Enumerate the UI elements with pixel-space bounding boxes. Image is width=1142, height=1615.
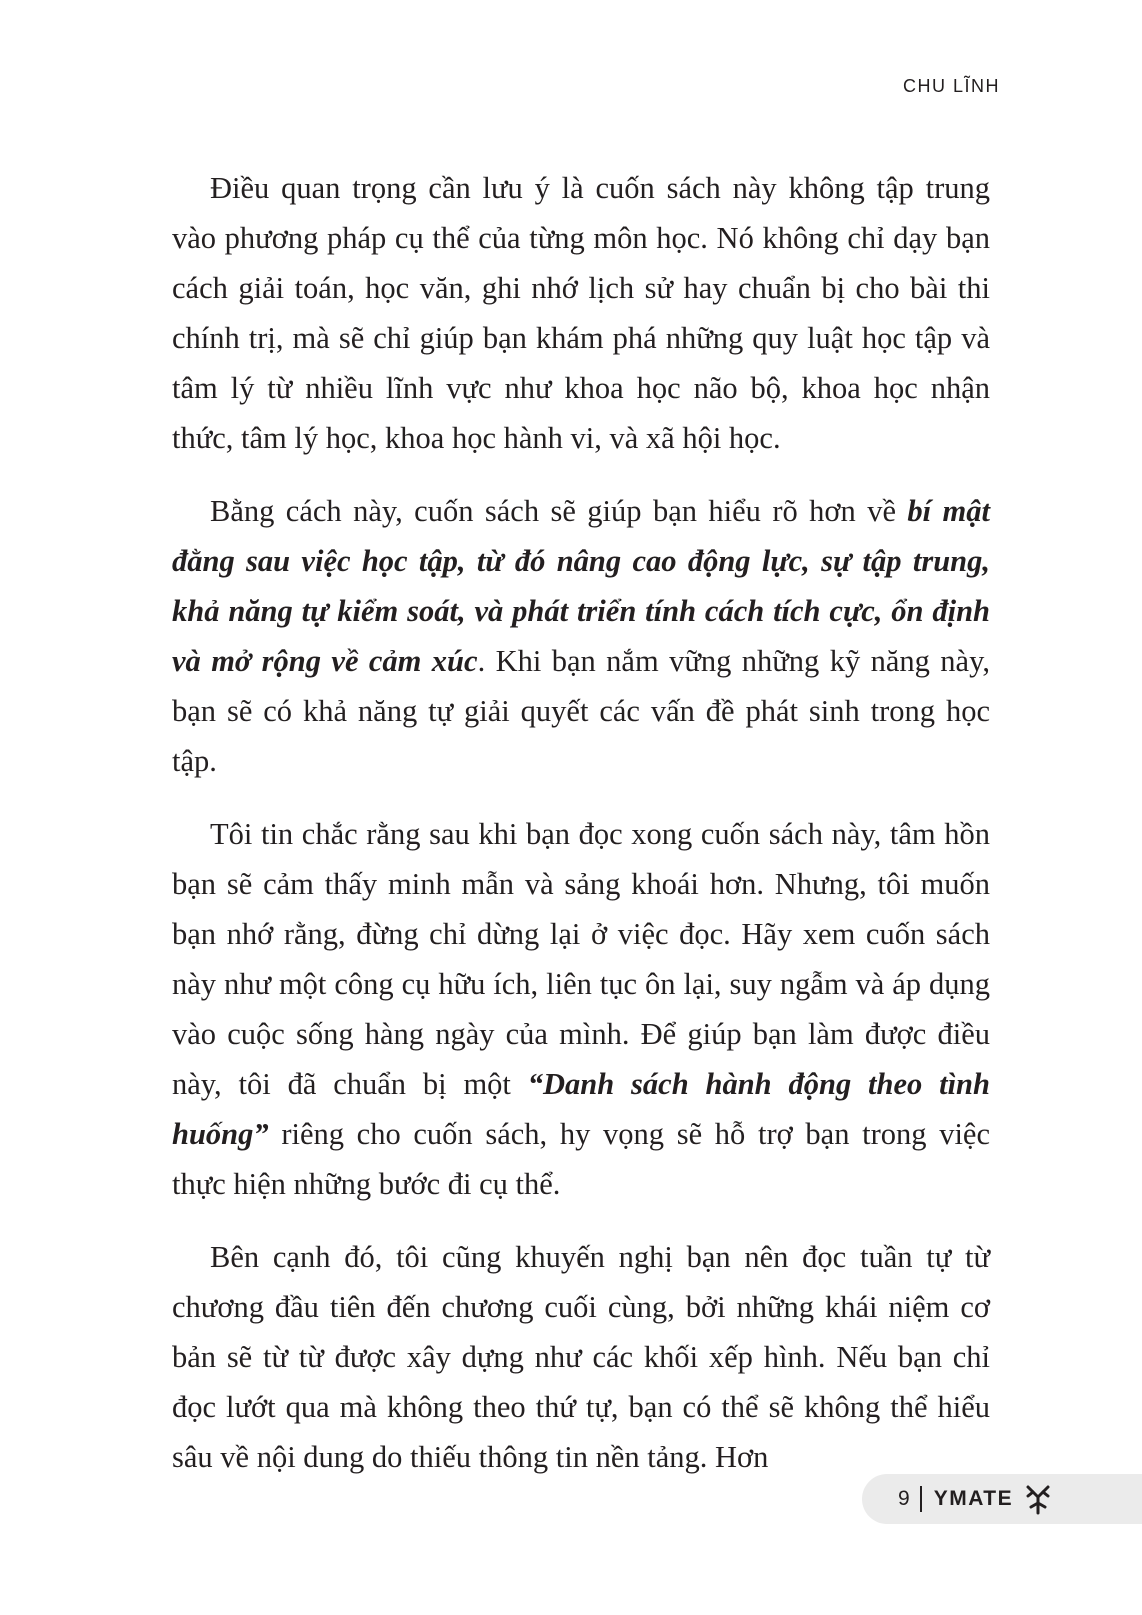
page-number: 9 [898,1487,910,1510]
paragraph-2-text: Bằng cách này, cuốn sách sẽ giúp bạn hiểu rõ hơn về [210,494,908,528]
footer-divider [920,1486,922,1512]
paragraph-2-emphasis: bí mật đằng sau việc học tập, từ đó nâng cao động lực, sự tập trung, khả năng tự kiểm soát, và phát triển tính cách tích cực, ổn định và mở rộng về cảm xúc [172,494,990,678]
paragraph-2 [172,486,990,786]
running-header-author: CHU LĨNH [902,76,1000,96]
paragraph-4 [172,1232,990,1482]
paragraph-3 [172,809,990,1209]
paragraph-3-emphasis: “Danh sách hành động theo tình huống” [172,1067,990,1151]
paragraph-3-text: Tôi tin chắc rằng sau khi bạn đọc xong cuốn sách này, tâm hồn bạn sẽ cảm thấy minh mẫn và sảng khoái hơn. Nhưng, tôi muốn bạn nhớ rằng, đừng chỉ dừng lại ở việc đọc. Hãy xem cuốn sách này như một công cụ hữu ích, liên tục ôn lại, suy ngẫm và áp dụng vào cuộc sống hàng ngày của mình. Để giúp bạn làm được điều này, tôi đã chuẩn bị một [172,817,990,1101]
paragraph-3-text-end: riêng cho cuốn sách, hy vọng sẽ hỗ trợ bạn trong việc thực hiện những bước đi cụ thể. [172,1117,990,1201]
paragraph-4-text: Bên cạnh đó, tôi cũng khuyến nghị bạn nên đọc tuần tự từ chương đầu tiên đến chương cuối cùng, bởi những khái niệm cơ bản sẽ từ từ được xây dựng như các khối xếp hình. Nếu bạn chỉ đọc lướt qua mà không theo thứ tự, bạn có thể sẽ không thể hiểu sâu về nội dung do thiếu thông tin nền tảng. Hơn [172,1240,990,1474]
ymate-logo-icon [1021,1482,1055,1516]
body-text [172,163,990,1482]
paragraph-1 [172,163,990,463]
footer-page-tab [862,1474,1142,1524]
brand-name: YMATE [933,1487,1014,1510]
paragraph-1-text: Điều quan trọng cần lưu ý là cuốn sách này không tập trung vào phương pháp cụ thể của từng môn học. Nó không chỉ dạy bạn cách giải toán, học văn, ghi nhớ lịch sử hay chuẩn bị cho bài thi chính trị, mà sẽ chỉ giúp bạn khám phá những quy luật học tập và tâm lý từ nhiều lĩnh vực như khoa học não bộ, khoa học nhận thức, tâm lý học, khoa học hành vi, và xã hội học. [172,171,990,455]
paragraph-2-text-end: . Khi bạn nắm vững những kỹ năng này, bạn sẽ có khả năng tự giải quyết các vấn đề phát sinh trong học tập. [172,644,990,778]
